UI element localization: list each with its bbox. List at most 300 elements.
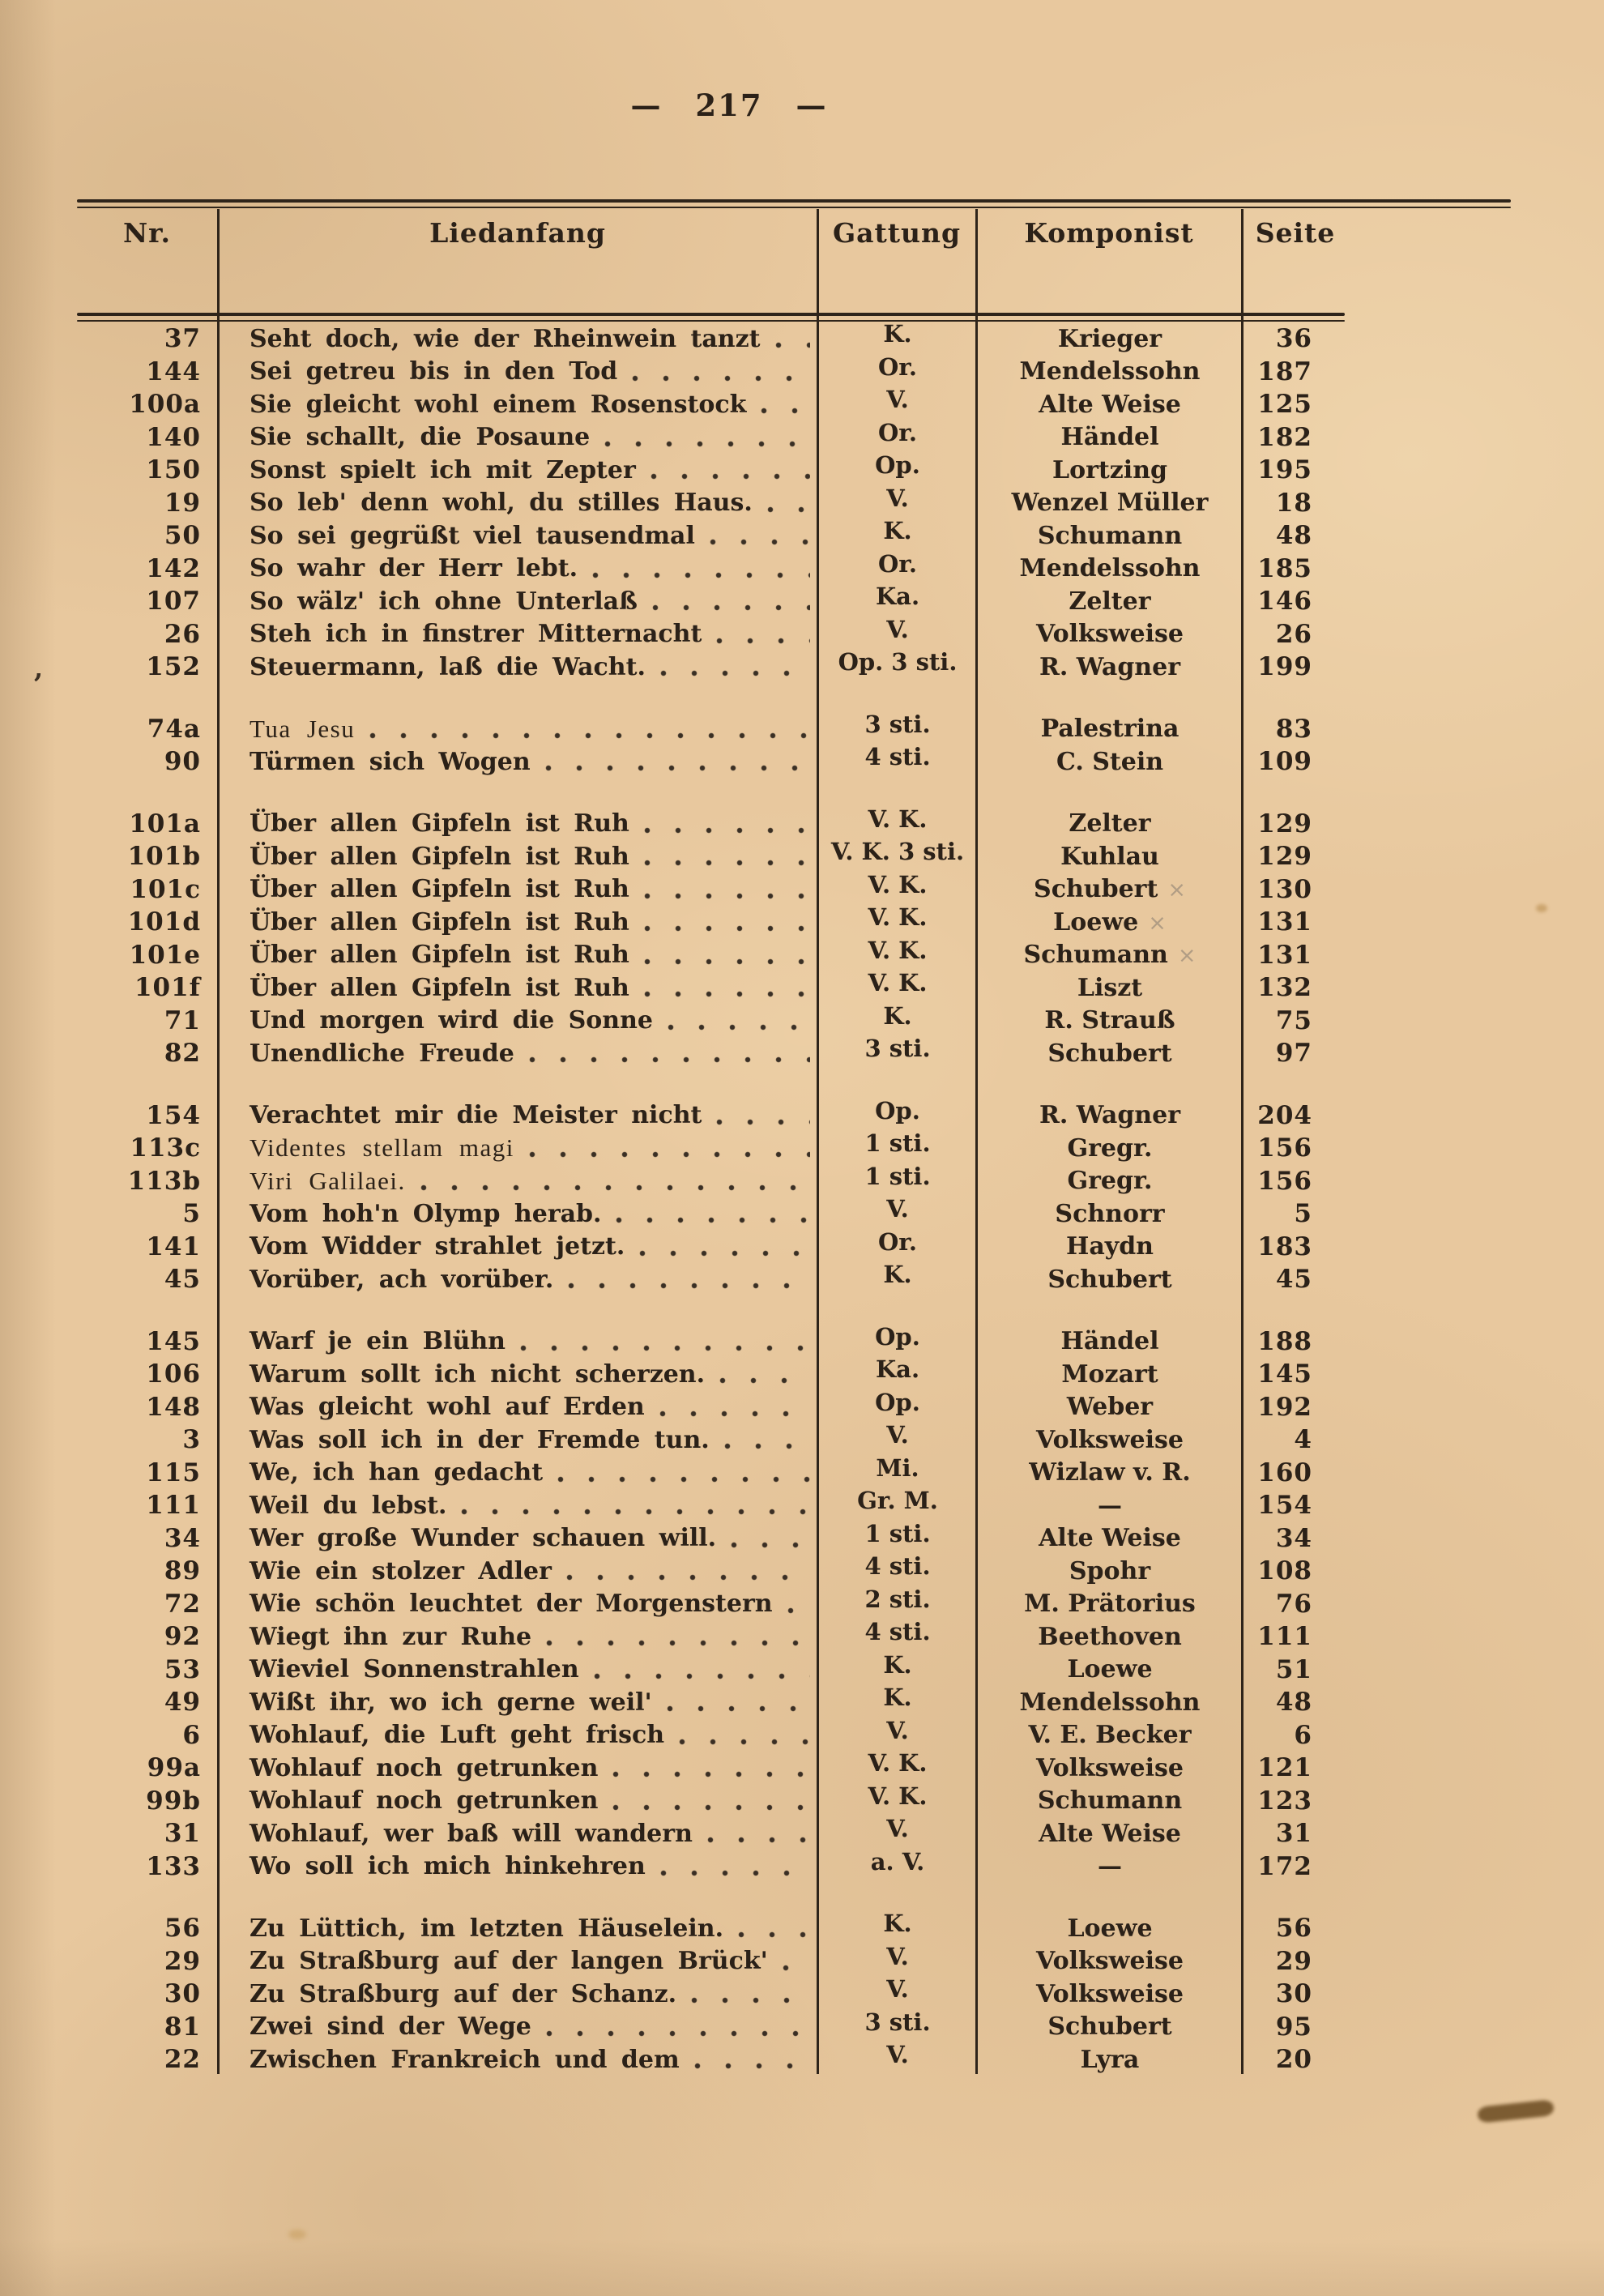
dot-leader [665, 1705, 810, 1713]
song-title: Türmen sich Wogen [250, 747, 531, 776]
dot-leader [723, 1442, 810, 1450]
dot-leader [729, 1541, 810, 1549]
composer: Zelter [1069, 809, 1151, 839]
song-number: 107 [146, 587, 201, 617]
page-reference: 195 [1257, 455, 1312, 485]
song-title: So sei gegrüßt viel tausendmal [250, 521, 695, 550]
dot-leader [759, 407, 810, 415]
composer: Kuhlau [1060, 842, 1159, 871]
genre-abbreviation: K. [883, 1684, 912, 1712]
song-title: Seht doch, wie der Rheinwein tanzt [250, 324, 761, 353]
liedanfang-cell [219, 587, 818, 616]
song-number: 90 [164, 747, 201, 777]
liedanfang-cell [219, 908, 818, 937]
genre-abbreviation: 1 sti. [864, 1129, 931, 1158]
song-title: So wälz' ich ohne Unterlaß [250, 587, 638, 616]
page-reference: 108 [1257, 1556, 1312, 1586]
genre-abbreviation: V. K. [868, 1749, 928, 1777]
composer: Volksweise [1036, 1425, 1184, 1454]
liedanfang-cell [219, 456, 818, 484]
genre-abbreviation: Op. [875, 451, 920, 480]
song-title: Steh ich in finstrer Mitternacht [250, 620, 702, 649]
song-title: Sonst spielt ich mit Zepter [250, 455, 636, 484]
liedanfang-cell [219, 1721, 818, 1749]
song-title: Wohlauf noch getrunken [250, 1786, 599, 1816]
dot-leader [706, 1836, 810, 1844]
table-row [77, 1001, 1329, 1038]
song-number: 113b [127, 1166, 201, 1196]
dot-leader [642, 826, 810, 834]
dot-leader [651, 604, 810, 612]
song-title: Wieviel Sonnenstrahlen [250, 1655, 579, 1684]
song-number: 3 [182, 1425, 201, 1455]
column-header-komponist: Komponist [1024, 217, 1194, 249]
composer: Schubert [1047, 1265, 1172, 1294]
composer: Volksweise [1036, 1753, 1184, 1782]
table-row [77, 418, 1329, 455]
genre-abbreviation: V. K. [868, 804, 928, 833]
page-reference: 187 [1257, 356, 1312, 386]
liedanfang-cell [219, 325, 818, 353]
composer: Weber [1066, 1393, 1154, 1422]
song-number: 115 [146, 1457, 201, 1487]
stray-mark: , [34, 653, 44, 684]
song-title: Wie schön leuchtet der Morgenstern [250, 1590, 773, 1619]
song-title: Weil du lebst. [250, 1491, 447, 1520]
composer: Loewe × [1053, 907, 1167, 937]
song-title: We, ich han gedacht [250, 1458, 544, 1487]
liedanfang-cell [219, 1655, 818, 1684]
song-number: 144 [146, 356, 201, 386]
page-reference: 121 [1257, 1753, 1312, 1783]
composer: Palestrina [1040, 715, 1180, 744]
alphabet-section [77, 1912, 1329, 2076]
song-title: Über allen Gipfeln ist Ruh [250, 875, 629, 904]
composer: Haydn [1065, 1232, 1154, 1261]
composer: R. Wagner [1039, 1101, 1181, 1130]
composer: Schumann × [1023, 941, 1197, 970]
song-title: Wohlauf noch getrunken [250, 1753, 599, 1782]
liedanfang-cell [219, 423, 818, 451]
table-row [77, 1552, 1329, 1588]
composer: Spohr [1069, 1556, 1151, 1585]
composer: Mendelssohn [1019, 1688, 1201, 1717]
song-number: 22 [164, 2045, 201, 2075]
table-row [77, 648, 1329, 684]
alphabet-section [77, 322, 1329, 684]
table-row [77, 615, 1329, 651]
liedanfang-cell [219, 489, 818, 517]
liedanfang-cell [219, 1852, 818, 1880]
song-number: 101d [127, 907, 201, 937]
liedanfang-cell [219, 1006, 818, 1035]
column-header-nr: Nr. [122, 217, 171, 249]
table-row [77, 585, 1329, 618]
page-reference: 131 [1257, 940, 1312, 970]
page-reference: 45 [1275, 1265, 1312, 1295]
song-title: Viri Galilaei. [250, 1166, 406, 1195]
page-reference: 76 [1275, 1589, 1312, 1619]
liedanfang-cell [219, 620, 818, 648]
genre-abbreviation: V. [886, 386, 909, 414]
table-row [77, 1197, 1329, 1231]
genre-abbreviation: 4 sti. [864, 1618, 931, 1646]
alphabet-section [77, 1322, 1329, 1884]
dot-leader [565, 1573, 810, 1581]
song-title: Zu Lüttich, im letzten Häuselein. [250, 1914, 724, 1943]
genre-abbreviation: V. K. 3 sti. [830, 838, 965, 866]
page-reference: 36 [1275, 324, 1312, 354]
song-number: 101c [130, 874, 201, 904]
liedanfang-cell [219, 941, 818, 969]
composer: Volksweise [1036, 1947, 1184, 1976]
genre-abbreviation: V. K. [868, 1782, 928, 1810]
genre-abbreviation: K. [883, 1910, 912, 1938]
table-row [77, 710, 1329, 746]
page-reference: 97 [1275, 1039, 1312, 1069]
dot-leader [544, 764, 810, 772]
page-reference: 182 [1257, 422, 1312, 452]
dot-leader [781, 1964, 810, 1972]
genre-abbreviation: 3 sti. [864, 710, 931, 738]
table-row [77, 1227, 1329, 1264]
liedanfang-cell [219, 1754, 818, 1782]
liedanfang-cell [219, 1914, 818, 1943]
song-title: Über allen Gipfeln ist Ruh [250, 809, 629, 839]
song-title: Wiegt ihn zur Ruhe [250, 1622, 532, 1651]
song-number: 101f [134, 973, 201, 1003]
composer: Alte Weise [1039, 1524, 1181, 1553]
liedanfang-cell [219, 843, 818, 871]
dot-leader [630, 374, 810, 382]
page-reference: 29 [1275, 1946, 1312, 1976]
dot-leader [638, 1249, 810, 1257]
dot-leader [677, 1738, 810, 1746]
table-row [77, 936, 1329, 972]
song-title: Über allen Gipfeln ist Ruh [250, 842, 629, 871]
page-reference: 30 [1275, 1979, 1312, 2009]
liedanfang-cell [219, 653, 818, 681]
song-title: Zwei sind der Wege [250, 2012, 531, 2042]
dot-leader [611, 1770, 810, 1778]
liedanfang-cell [219, 1393, 818, 1421]
genre-abbreviation: Or. [878, 1227, 917, 1256]
song-title: Zu Straßburg auf der Schanz. [250, 1979, 677, 2008]
page-reference: 31 [1275, 1819, 1312, 1849]
page-reference: 125 [1257, 390, 1312, 420]
song-number: 56 [164, 1914, 201, 1944]
page-reference: 83 [1275, 714, 1312, 744]
table-row [77, 1975, 1329, 2011]
composer: C. Stein [1056, 747, 1164, 776]
pencil-mark: × [1167, 877, 1186, 903]
table-row [77, 1847, 1329, 1884]
page-reference: 183 [1257, 1231, 1312, 1261]
genre-abbreviation: V. [886, 615, 909, 643]
table-row [77, 1749, 1329, 1785]
page-reference: 111 [1257, 1622, 1312, 1652]
table-row [77, 1162, 1329, 1198]
composer: Beethoven [1038, 1622, 1182, 1651]
song-title: Unendliche Freude [250, 1039, 514, 1068]
table-row [77, 1620, 1329, 1654]
composer: Alte Weise [1039, 1819, 1181, 1848]
song-title: Videntes stellam magi [250, 1133, 514, 1163]
genre-abbreviation: V. [886, 1975, 909, 2004]
dot-leader [527, 1056, 810, 1064]
paper-spot [288, 2230, 306, 2239]
song-number: 142 [146, 553, 201, 583]
liedanfang-cell [219, 1980, 818, 2008]
page-reference: 160 [1257, 1457, 1312, 1487]
genre-abbreviation: K. [883, 1650, 912, 1679]
song-number: 101e [129, 940, 201, 970]
song-number: 113c [130, 1133, 201, 1163]
genre-abbreviation: Op. [875, 1096, 920, 1125]
page-reference: 18 [1275, 488, 1312, 518]
liedanfang-cell [219, 390, 818, 419]
song-number: 26 [164, 619, 201, 649]
dot-leader [642, 924, 810, 932]
genre-abbreviation: 3 sti. [864, 1035, 931, 1063]
header-bottom-rule-thick [77, 313, 1345, 316]
song-title: Sie schallt, die Posaune [250, 423, 591, 452]
table-row [77, 840, 1329, 873]
song-title: Steuermann, laß die Wacht. [250, 652, 646, 681]
liedanfang-cell [219, 1590, 818, 1618]
dot-leader [715, 637, 810, 645]
dot-leader [718, 1376, 810, 1385]
table-row [77, 1388, 1329, 1424]
song-number: 89 [164, 1556, 201, 1586]
song-number: 74a [147, 714, 201, 744]
song-title: So wahr der Herr lebt. [250, 554, 578, 583]
genre-abbreviation: Or. [878, 418, 917, 446]
page-reference: 188 [1257, 1326, 1312, 1356]
table-row [77, 804, 1329, 841]
page-reference: 56 [1275, 1914, 1312, 1944]
dot-leader [368, 732, 810, 740]
table-row [77, 1686, 1329, 1719]
page-reference: 130 [1257, 874, 1312, 904]
composer: Loewe [1067, 1655, 1153, 1684]
dot-leader [566, 1282, 810, 1290]
composer: Gregr. [1067, 1167, 1153, 1196]
liedanfang-cell [219, 875, 818, 903]
composer: V. E. Becker [1028, 1721, 1192, 1750]
table-row [77, 1912, 1329, 1945]
genre-abbreviation: V. [886, 1716, 909, 1744]
song-title: Wohlauf, wer baß will wandern [250, 1819, 693, 1848]
song-number: 133 [146, 1851, 201, 1881]
liedanfang-cell [219, 1820, 818, 1848]
table-row [77, 2008, 1329, 2044]
alphabet-section [77, 804, 1329, 1070]
dot-leader [592, 1672, 810, 1680]
song-number: 81 [164, 2012, 201, 2042]
page-reference: 199 [1257, 652, 1312, 682]
song-number: 99b [146, 1786, 201, 1816]
genre-abbreviation: 1 sti. [864, 1519, 931, 1547]
composer: R. Wagner [1039, 652, 1181, 681]
table-row [77, 1453, 1329, 1490]
page-reference: 156 [1257, 1166, 1312, 1196]
genre-abbreviation: 4 sti. [864, 743, 931, 771]
genre-abbreviation: Op. [875, 1388, 920, 1416]
composer: Mendelssohn [1019, 357, 1201, 386]
page-reference: 132 [1257, 973, 1312, 1003]
composer: Liszt [1077, 973, 1143, 1002]
table-row [77, 870, 1329, 907]
page-reference: 75 [1275, 1005, 1312, 1035]
genre-abbreviation: 4 sti. [864, 1552, 931, 1581]
song-title: Sei getreu bis in den Tod [250, 357, 618, 386]
genre-abbreviation: V. [886, 484, 909, 512]
dot-leader [666, 1023, 810, 1031]
composer: Schnorr [1055, 1199, 1165, 1228]
liedanfang-cell [219, 1101, 818, 1129]
dot-leader [649, 472, 810, 480]
genre-abbreviation: a. V. [870, 1847, 925, 1876]
song-number: 50 [164, 521, 201, 551]
dot-leader [556, 1475, 810, 1483]
song-number: 34 [164, 1523, 201, 1553]
page-reference: 6 [1294, 1720, 1312, 1750]
song-number: 101b [127, 842, 201, 872]
song-title: Vom hoh'n Olymp herab. [250, 1199, 602, 1228]
page-reference: 48 [1275, 1688, 1312, 1718]
genre-abbreviation: V. [886, 1815, 909, 1843]
table-row [77, 1037, 1329, 1070]
table-row [77, 322, 1329, 356]
liedanfang-cell [219, 1688, 818, 1717]
table-row [77, 1263, 1329, 1296]
column-header-liedanfang: Liedanfang [429, 217, 606, 249]
liedanfang-cell [219, 1133, 818, 1163]
liedanfang-cell [219, 809, 818, 838]
genre-abbreviation: K. [883, 517, 912, 545]
table-row [77, 1129, 1329, 1165]
dot-leader [544, 2029, 810, 2038]
page-reference: 154 [1257, 1491, 1312, 1521]
composer: Alte Weise [1039, 390, 1181, 419]
page-reference: 204 [1257, 1100, 1312, 1130]
page-reference: 172 [1257, 1851, 1312, 1881]
liedanfang-cell [219, 2046, 818, 2074]
table-row [77, 1650, 1329, 1687]
composer: Händel [1060, 1327, 1159, 1356]
pencil-mark: × [1177, 943, 1197, 969]
song-title: Warf je ein Blühn [250, 1327, 506, 1356]
dot-leader [603, 440, 810, 448]
genre-abbreviation: V. [886, 1195, 909, 1223]
song-number: 148 [146, 1392, 201, 1422]
table-row [77, 484, 1329, 520]
page-reference: 51 [1275, 1654, 1312, 1684]
song-number: 71 [164, 1005, 201, 1035]
liedanfang-cell [219, 2012, 818, 2041]
dot-leader [642, 958, 810, 966]
dot-leader [659, 669, 810, 677]
header-bottom-rule-thin [77, 320, 1345, 322]
song-title: Über allen Gipfeln ist Ruh [250, 973, 629, 1002]
dot-leader [786, 1607, 810, 1615]
liedanfang-cell [219, 1524, 818, 1552]
dot-leader [642, 892, 810, 900]
dot-leader [419, 1184, 810, 1192]
genre-abbreviation: Ka. [875, 583, 920, 611]
dot-leader [459, 1508, 810, 1516]
genre-abbreviation: Or. [878, 549, 917, 578]
genre-abbreviation: 3 sti. [864, 2008, 931, 2036]
song-title: Über allen Gipfeln ist Ruh [250, 907, 629, 937]
table-top-rule-thick [77, 199, 1511, 203]
liedanfang-cell [219, 1265, 818, 1294]
song-title: Über allen Gipfeln ist Ruh [250, 941, 629, 970]
song-number: 45 [164, 1265, 201, 1295]
song-number: 72 [164, 1589, 201, 1619]
page-reference: 123 [1257, 1786, 1312, 1816]
liedanfang-cell [219, 554, 818, 583]
song-number: 101a [129, 809, 201, 839]
song-number: 141 [146, 1231, 201, 1261]
table-row [77, 1817, 1329, 1850]
dot-leader [642, 990, 810, 998]
table-row [77, 1585, 1329, 1621]
page-reference: 20 [1275, 2045, 1312, 2075]
dot-leader [689, 1996, 810, 2004]
dot-leader [518, 1344, 810, 1352]
page-reference: 4 [1294, 1425, 1312, 1455]
liedanfang-cell [219, 1360, 818, 1389]
table-top-rule-thin [77, 207, 1511, 208]
table-row [77, 519, 1329, 553]
table-row [77, 1489, 1329, 1522]
page-reference: 26 [1275, 619, 1312, 649]
song-title: Zu Straßburg auf der langen Brück' [250, 1947, 768, 1976]
page-reference: 109 [1257, 747, 1312, 777]
song-number: 154 [146, 1100, 201, 1130]
song-number: 19 [164, 488, 201, 518]
liedanfang-cell [219, 1426, 818, 1454]
column-header-gattung: Gattung [832, 217, 962, 249]
page-reference: 34 [1275, 1523, 1312, 1553]
song-number: 37 [164, 324, 201, 354]
composer: Schubert [1047, 1039, 1172, 1068]
dot-leader [611, 1803, 810, 1812]
page-reference: 5 [1294, 1199, 1312, 1229]
dot-leader [591, 571, 810, 579]
genre-abbreviation: 1 sti. [864, 1162, 931, 1190]
liedanfang-cell [219, 715, 818, 744]
page-reference: 131 [1257, 907, 1312, 937]
genre-abbreviation: V. K. [868, 870, 928, 898]
table-row [77, 1782, 1329, 1818]
dot-leader [544, 1639, 810, 1647]
page-number: — 217 — [630, 87, 828, 123]
dot-leader [774, 341, 811, 349]
genre-abbreviation: K. [883, 320, 912, 348]
table-row [77, 2043, 1329, 2076]
dot-leader [614, 1216, 810, 1224]
dot-leader [736, 1931, 810, 1939]
liedanfang-cell [219, 748, 818, 776]
liedanfang-cell [219, 1492, 818, 1520]
liedanfang-cell [219, 357, 818, 386]
song-title: Zwischen Frankreich und dem [250, 2045, 680, 2074]
table-row [77, 1519, 1329, 1556]
composer: Loewe [1067, 1914, 1153, 1943]
